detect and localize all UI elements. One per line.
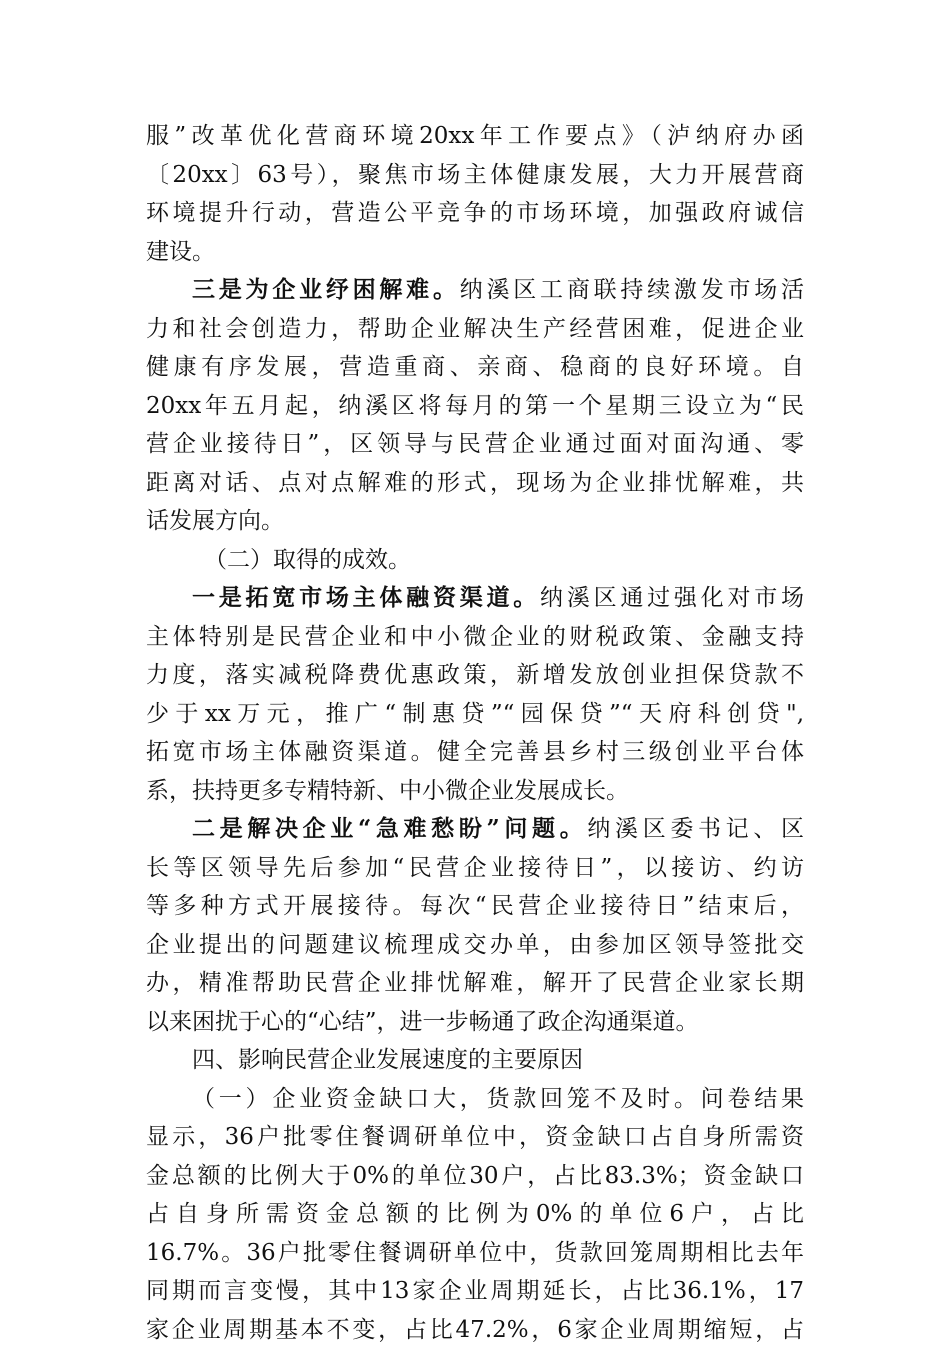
text-line: 金总额的比例大于0%的单位30户，占比83.3%；资金缺口 [146, 1157, 804, 1196]
text-run: 纳溪区工商联持续激发市场活 [460, 277, 804, 303]
section-subheading: （二）取得的成效。 [146, 541, 804, 580]
text-line: 力度，落实减税降费优惠政策，新增发放创业担保贷款不 [146, 656, 804, 695]
text-line: 距离对话、点对点解难的形式，现场为企业排忧解难，共 [146, 464, 804, 503]
text-line: 营企业接待日”，区领导与民营企业通过面对面沟通、零 [146, 425, 804, 464]
text-line: 显示，36户批零住餐调研单位中，资金缺口占自身所需资 [146, 1118, 804, 1157]
paragraph-first-line [146, 579, 804, 618]
text-line: 环境提升行动，营造公平竞争的市场环境，加强政府诚信 [146, 194, 804, 233]
text-line: 〔20xx〕63号），聚焦市场主体健康发展，大力开展营商 [146, 156, 804, 195]
text-line: 占自身所需资金总额的比例为0%的单位6户，占比 [146, 1195, 804, 1234]
text-line: 办，精准帮助民营企业排忧解难，解开了民营企业家长期 [146, 964, 804, 1003]
text-line: 同期而言变慢，其中13家企业周期延长，占比36.1%，17 [146, 1272, 804, 1311]
bold-lead: 三是为企业纾困解难。 [192, 276, 460, 303]
text-line: 服”改革优化营商环境20xx年工作要点》（泸纳府办函 [146, 117, 804, 156]
text-line: 健康有序发展，营造重商、亲商、稳商的良好环境。自 [146, 348, 804, 387]
text-line: 少于xx万元，推广“制惠贷”“园保贷”“天府科创贷", [146, 695, 804, 734]
text-line: 企业提出的问题建议梳理成交办单，由参加区领导签批交 [146, 926, 804, 965]
text-line: 建设。 [146, 233, 804, 272]
section-heading: 四、影响民营企业发展速度的主要原因 [146, 1041, 804, 1080]
document-body [146, 117, 804, 1349]
text-run: 纳溪区通过强化对市场 [540, 585, 804, 611]
text-line: 系，扶持更多专精特新、中小微企业发展成长。 [146, 772, 804, 811]
text-line: 力和社会创造力，帮助企业解决生产经营困难，促进企业 [146, 310, 804, 349]
text-line: 家企业周期基本不变，占比47.2%，6家企业周期缩短，占 [146, 1311, 804, 1349]
text-line: 长等区领导先后参加“民营企业接待日”，以接访、约访 [146, 849, 804, 888]
text-run: 纳溪区委书记、区 [587, 816, 804, 842]
text-line: 16.7%。36户批零住餐调研单位中，货款回笼周期相比去年 [146, 1234, 804, 1273]
text-line: 20xx年五月起，纳溪区将每月的第一个星期三设立为“民 [146, 387, 804, 426]
text-line: 话发展方向。 [146, 502, 804, 541]
paragraph-first-line [146, 271, 804, 310]
text-line: 拓宽市场主体融资渠道。健全完善县乡村三级创业平台体 [146, 733, 804, 772]
paragraph-first-line: （一）企业资金缺口大，货款回笼不及时。问卷结果 [146, 1080, 804, 1119]
bold-lead: 二是解决企业“急难愁盼”问题。 [192, 815, 587, 842]
text-line: 主体特别是民营企业和中小微企业的财税政策、金融支持 [146, 618, 804, 657]
text-line: 以来困扰于心的“心结”，进一步畅通了政企沟通渠道。 [146, 1003, 804, 1042]
paragraph-first-line [146, 810, 804, 849]
text-line: 等多种方式开展接待。每次“民营企业接待日”结束后， [146, 887, 804, 926]
bold-lead: 一是拓宽市场主体融资渠道。 [192, 584, 540, 611]
